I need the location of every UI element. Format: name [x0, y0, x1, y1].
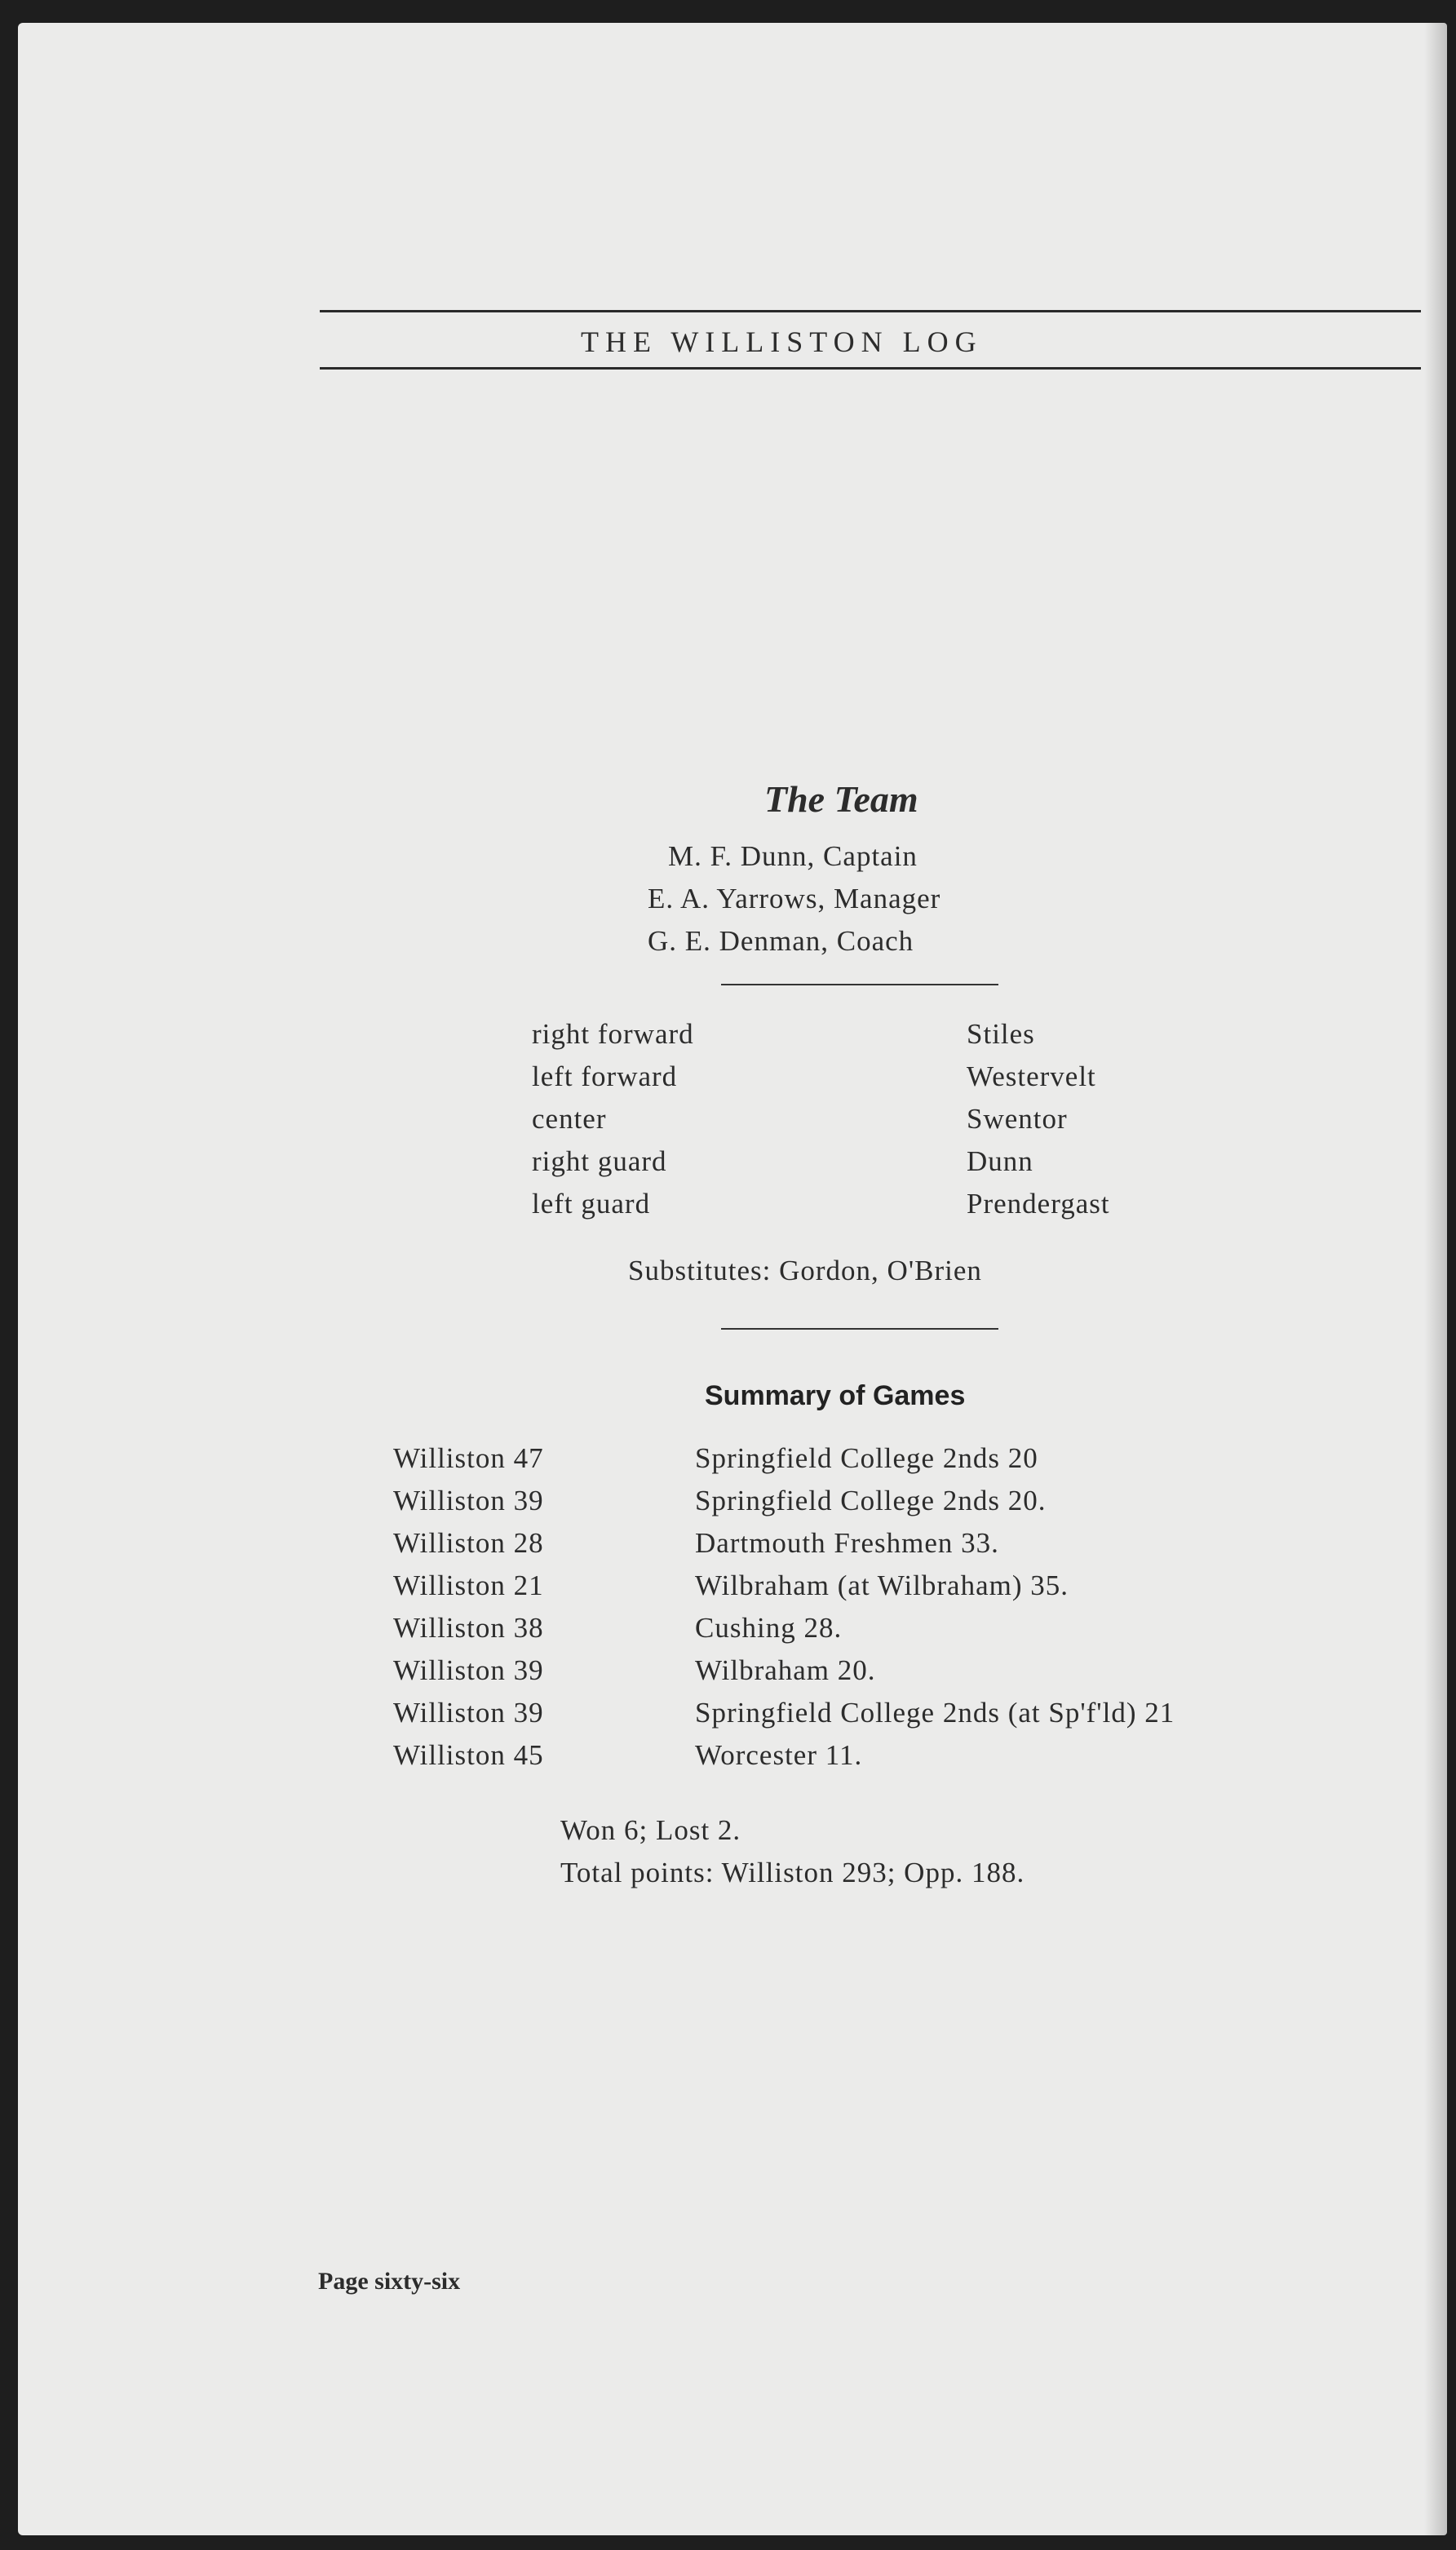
- substitutes-line: Substitutes: Gordon, O'Brien: [628, 1255, 982, 1286]
- lineup-player: Prendergast: [967, 1188, 1110, 1220]
- running-header: THE WILLISTON LOG: [581, 325, 983, 358]
- lineup-player: Stiles: [967, 1018, 1035, 1050]
- lineup-player: Westervelt: [967, 1060, 1096, 1092]
- lineup-position: left guard: [532, 1188, 651, 1220]
- separator-rule: [721, 1328, 998, 1330]
- game-score-williston: Williston 28: [393, 1527, 544, 1559]
- game-opponent: Springfield College 2nds (at Sp'f'ld) 21: [695, 1697, 1175, 1729]
- game-score-williston: Williston 21: [393, 1569, 544, 1601]
- officer-manager: E. A. Yarrows, Manager: [648, 883, 941, 914]
- summary-heading: Summary of Games: [705, 1380, 966, 1411]
- lineup-position: right guard: [532, 1145, 667, 1177]
- page-number-label: Page sixty-six: [318, 2268, 461, 2295]
- header-bottom-rule: [320, 367, 1421, 370]
- separator-rule: [721, 984, 998, 985]
- lineup-position: right forward: [532, 1018, 694, 1050]
- game-score-williston: Williston 39: [393, 1697, 544, 1729]
- game-opponent: Springfield College 2nds 20: [695, 1442, 1038, 1474]
- lineup-player: Dunn: [967, 1145, 1033, 1177]
- officer-coach: G. E. Denman, Coach: [648, 925, 914, 957]
- game-opponent: Wilbraham (at Wilbraham) 35.: [695, 1569, 1069, 1601]
- book-page: [18, 23, 1447, 2535]
- lineup-position: left forward: [532, 1060, 678, 1092]
- season-totals: Total points: Williston 293; Opp. 188.: [560, 1857, 1025, 1888]
- officer-captain: M. F. Dunn, Captain: [668, 840, 918, 872]
- game-opponent: Dartmouth Freshmen 33.: [695, 1527, 999, 1559]
- game-score-williston: Williston 39: [393, 1485, 544, 1516]
- game-opponent: Springfield College 2nds 20.: [695, 1485, 1047, 1516]
- game-opponent: Cushing 28.: [695, 1612, 843, 1644]
- game-score-williston: Williston 45: [393, 1739, 544, 1771]
- season-record: Won 6; Lost 2.: [560, 1814, 741, 1846]
- game-score-williston: Williston 38: [393, 1612, 544, 1644]
- game-opponent: Worcester 11.: [695, 1739, 863, 1771]
- lineup-position: center: [532, 1103, 607, 1135]
- page-edge-shadow: [1424, 23, 1447, 2535]
- header-top-rule: [320, 310, 1421, 312]
- game-score-williston: Williston 47: [393, 1442, 544, 1474]
- lineup-player: Swentor: [967, 1103, 1068, 1135]
- team-heading: The Team: [764, 778, 918, 820]
- game-score-williston: Williston 39: [393, 1654, 544, 1686]
- game-opponent: Wilbraham 20.: [695, 1654, 876, 1686]
